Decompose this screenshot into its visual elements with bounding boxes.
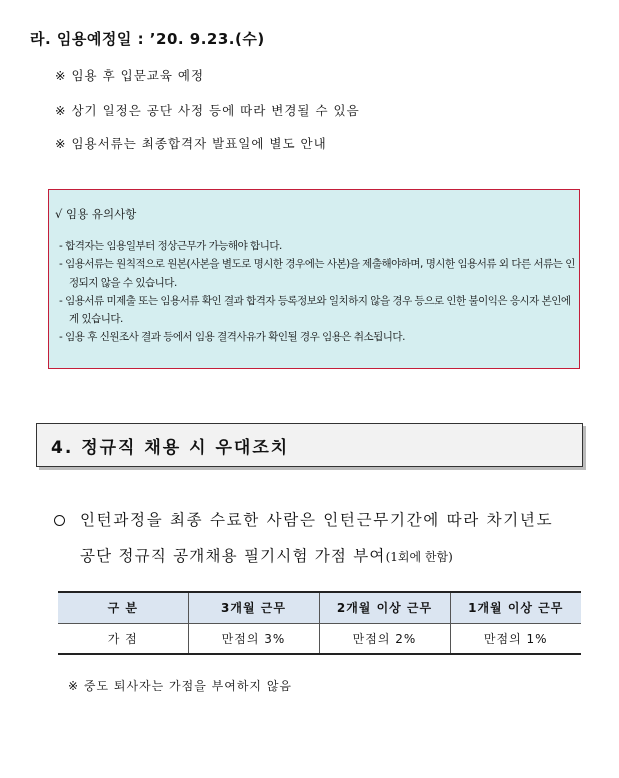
caution-box — [48, 189, 580, 369]
caution-item: - 합격자는 임용일부터 정상근무가 가능해야 합니다. — [59, 240, 282, 252]
caution-item: - 임용 후 신원조사 결과 등에서 임용 결격사유가 확인될 경우 임용은 취소됩니다. — [59, 331, 405, 344]
section-header — [36, 423, 583, 467]
note-schedule-change: ※ 상기 일정은 공단 사정 등에 따라 변경될 수 있음 — [55, 103, 360, 118]
circle-bullet-icon — [54, 515, 65, 526]
caution-list — [59, 237, 575, 347]
appointment-date-heading: 라. 임용예정일 : ’20. 9.23.(수) — [30, 30, 265, 48]
table-header-cell: 3개월 근무 — [188, 592, 319, 623]
table-row — [58, 623, 581, 654]
table-header-row — [58, 592, 581, 623]
table-header-cell: 1개월 이상 근무 — [450, 592, 581, 623]
table-cell: 만점의 3% — [188, 623, 319, 654]
note-documents: ※ 임용서류는 최종합격자 발표일에 별도 안내 — [55, 136, 327, 151]
preference-paragraph-line2 — [80, 544, 453, 566]
section-title: 4. 정규직 채용 시 우대조치 — [51, 438, 290, 458]
note-orientation: ※ 임용 후 입문교육 예정 — [55, 68, 205, 83]
table-cell: 만점의 1% — [450, 623, 581, 654]
table-cell: 가 점 — [58, 623, 188, 654]
table-header-cell: 구 분 — [58, 592, 188, 623]
caution-item: - 임용서류는 원칙적으로 원본(사본을 별도로 명시한 경우에는 사본)을 제출해야하며, 명시한 임용서류 외 다른 서류는 인정되지 않을 수 있습니다. — [59, 258, 575, 289]
table-cell: 만점의 2% — [319, 623, 450, 654]
bonus-points-table — [58, 591, 581, 655]
table-header-cell: 2개월 이상 근무 — [319, 592, 450, 623]
caution-item: - 임용서류 미제출 또는 임용서류 확인 결과 합격자 등록정보와 일치하지 않을 경우 등으로 인한 불이익은 응시자 본인에게 있습니다. — [59, 294, 571, 326]
preference-paragraph-note: (1회에 한함) — [385, 550, 453, 564]
caution-title: √ 임용 유의사항 — [55, 207, 137, 221]
preference-paragraph-text: 공단 정규직 공개채용 필기시험 가점 부여 — [80, 547, 386, 565]
preference-paragraph-line1: 인턴과정을 최종 수료한 사람은 인턴근무기간에 따라 차기년도 — [80, 511, 554, 529]
footnote-dropout: ※ 중도 퇴사자는 가점을 부여하지 않음 — [68, 679, 293, 693]
